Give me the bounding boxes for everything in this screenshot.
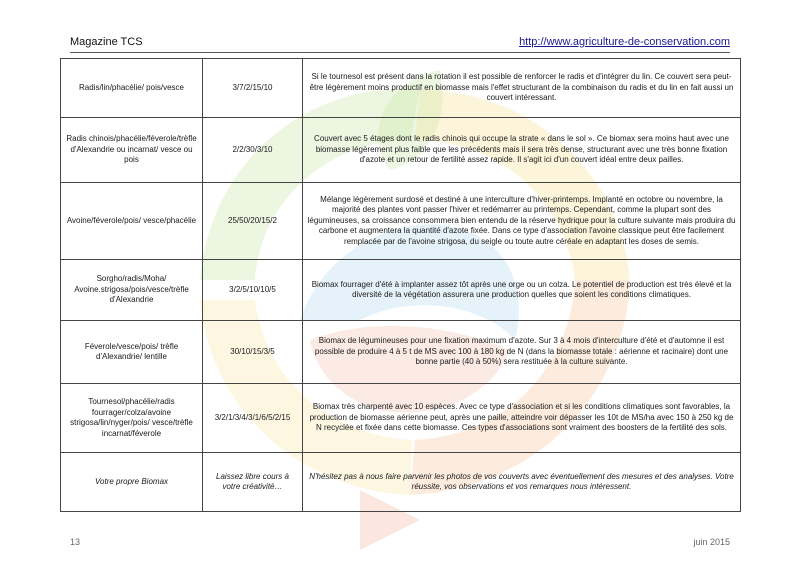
biomax-table xyxy=(60,58,741,512)
mix-cell: Sorgho/radis/Moha/ Avoine.strigosa/pois/vesce/trèfle d'Alexandrie xyxy=(61,260,203,321)
magazine-title: Magazine TCS xyxy=(70,36,143,48)
mix-cell: Féverole/vesce/pois/ trèfle d'Alexandrie/ lentille xyxy=(61,321,203,384)
ratio-cell: Laissez libre cours à votre créativité… xyxy=(203,453,303,512)
comment-cell: Couvert avec 5 étages dont le radis chinois qui occupe la strate « dans le sol ». Ce biomax sera moins haut avec une biomasse légèrement plus faible que les précédents mais il sera très dense, structurant avec une très bonne fixation d'azote et un retour de fertilité assez rapide. Il s'agit ici d'un couvert idéal entre deux pailles. xyxy=(303,118,741,183)
comment-cell: Biomax très charpenté avec 10 espèces. Avec ce type d'association et si les conditions climatiques sont favorables, la production de biomasse aérienne peut, après une paille, atteindre voir dépasser les 10t de MS/ha avec 150 à 250 kg de N recyclée et fixée dans cette biomasse. Ces types d'associations sont vraiment des boosters de la fertilité des sols. xyxy=(303,384,741,453)
ratio-cell: 3/2/1/3/4/3/1/6/5/2/15 xyxy=(203,384,303,453)
comment-cell: Biomax fourrager d'été à implanter assez tôt après une orge ou un colza. Le potentiel de production est très élevé et la diversité de la végétation assurera une production quelles que soient les conditions climatiques. xyxy=(303,260,741,321)
mix-cell: Radis chinois/phacélie/féverole/trèfle d'Alexandrie ou incarnat/ vesce ou pois xyxy=(61,118,203,183)
page-number: 13 xyxy=(70,537,81,547)
mix-cell: Avoine/féverole/pois/ vesce/phacélie xyxy=(61,183,203,260)
comment-cell: Biomax de légumineuses pour une fixation maximum d'azote. Sur 3 à 4 mois d'interculture d'été et d'automne il est possible de produire 4 à 5 t de MS avec 100 à 180 kg de N (dans la biomasse totale : aérienne et racinaire) dont une bonne partie (40 à 50%) sera restituée à la culture suivante. xyxy=(303,321,741,384)
ratio-cell: 25/50/20/15/2 xyxy=(203,183,303,260)
table-row xyxy=(61,321,741,384)
ratio-cell: 3/7/2/15/10 xyxy=(203,59,303,118)
ratio-cell: 30/10/15/3/5 xyxy=(203,321,303,384)
comment-cell: N'hésitez pas à nous faire parvenir les photos de vos couverts avec éventuellement des mesures et des analyses. Votre réussite, vos observations et vos remarques nous intéressent. xyxy=(303,453,741,512)
table-row xyxy=(61,183,741,260)
issue-date: juin 2015 xyxy=(693,537,730,547)
page-header xyxy=(70,36,730,52)
table-row xyxy=(61,384,741,453)
table-row xyxy=(61,453,741,512)
site-link[interactable]: http://www.agriculture-de-conservation.com xyxy=(519,36,730,48)
table-row xyxy=(61,260,741,321)
header-divider xyxy=(70,52,730,53)
comment-cell: Si le tournesol est présent dans la rotation il est possible de renforcer le radis et d'intégrer du lin. Ce couvert sera peut-être légèrement moins productif en biomasse mais l'effet structurant de la combinaison du radis et du lin en fait aussi un couvert intéressant. xyxy=(303,59,741,118)
ratio-cell: 2/2/30/3/10 xyxy=(203,118,303,183)
ratio-cell: 3/2/5/10/10/5 xyxy=(203,260,303,321)
comment-cell: Mélange légèrement surdosé et destiné à une interculture d'hiver-printemps. Implanté en octobre ou novembre, la majorité des plantes vont passer l'hiver et redémarrer au printemps. Cependant, comme la plupart sont des légumineuses, sa croissance consommera bien entendu de la réserve hydrique pour la culture suivante mais produira du carbone et augmentera la quantité d'azote fixée. Dans ce type d'association l'avoine classique peut être facilement remplacée par de l'avoine strigosa, du seigle ou toute autre céréale en adaptant les doses de semis. xyxy=(303,183,741,260)
table-row xyxy=(61,118,741,183)
table-row xyxy=(61,59,741,118)
mix-cell: Tournesol/phacélie/radis fourrager/colza/avoine strigosa/lin/nyger/pois/ vesce/trèfle incarnat/féverole xyxy=(61,384,203,453)
mix-cell: Votre propre Biomax xyxy=(61,453,203,512)
mix-cell: Radis/lin/phacélie/ pois/vesce xyxy=(61,59,203,118)
